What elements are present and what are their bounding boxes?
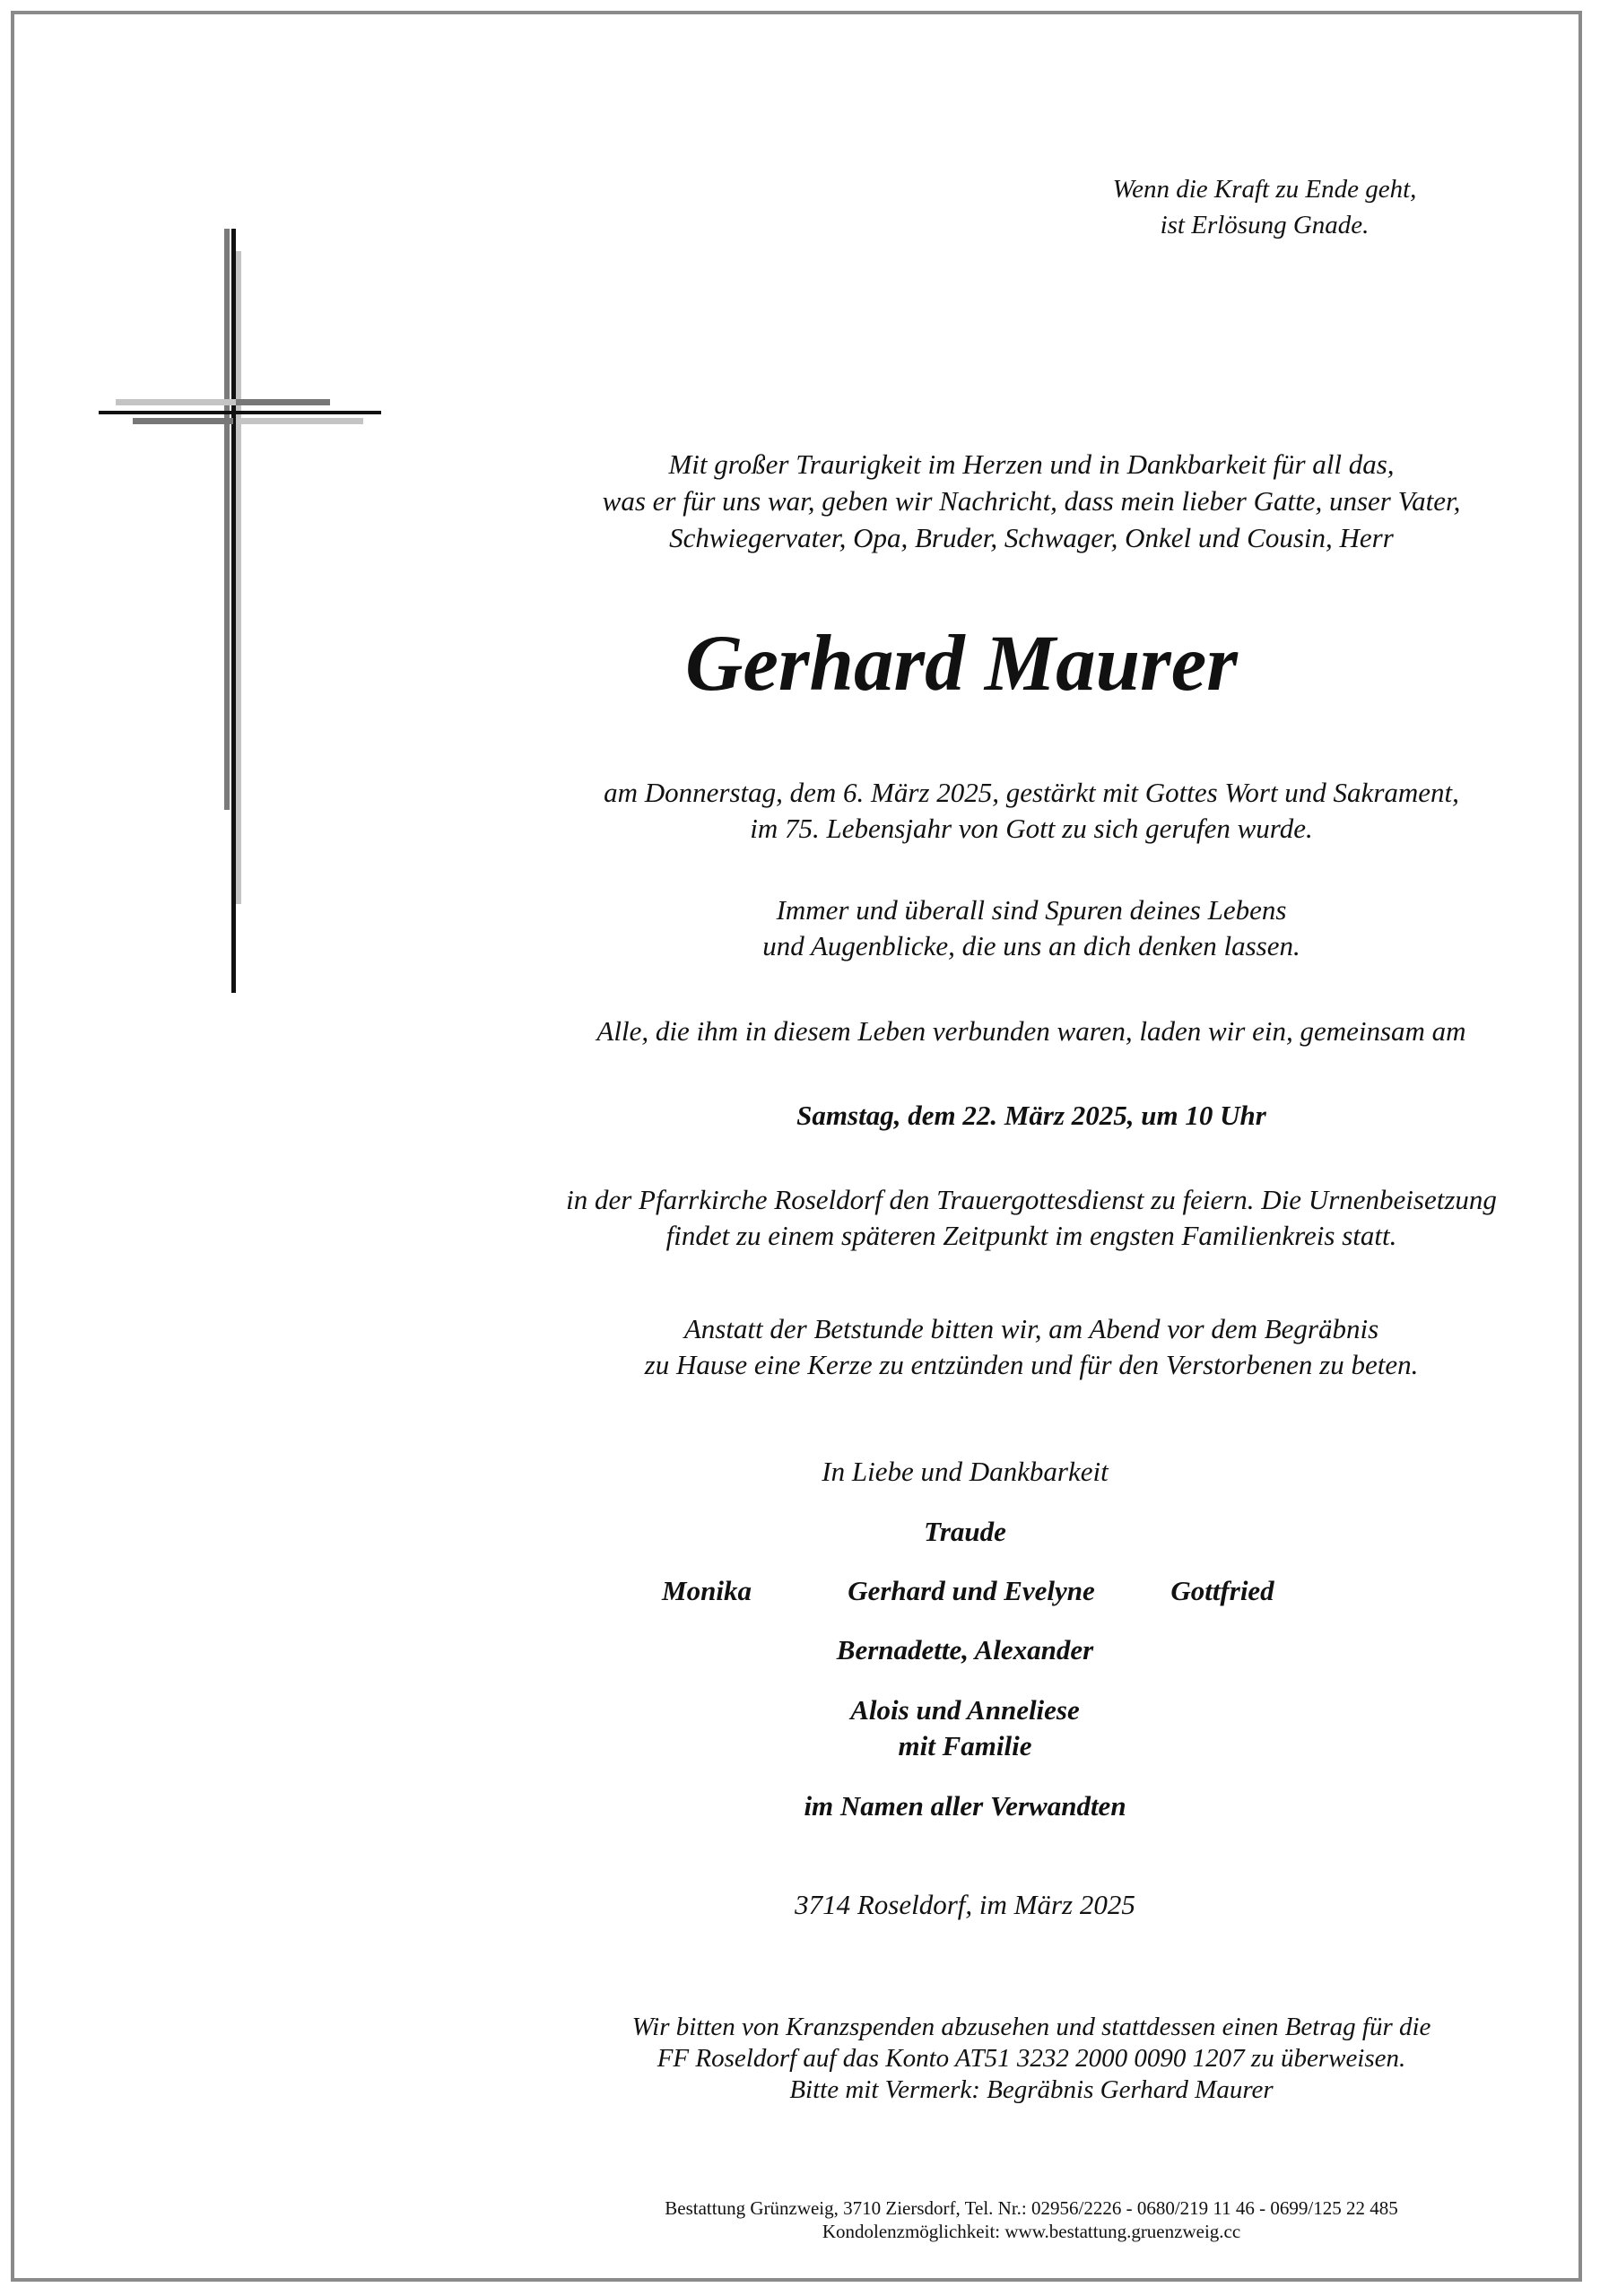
mourner-siblings: Alois und Anneliese mit Familie bbox=[850, 1694, 1080, 1761]
cross-mid-horizontal bbox=[236, 399, 330, 405]
donation-note: Wir bitten von Kranzspenden abzusehen und stattdessen einen Betrag für die FF Roseldorf auf das Konto AT51 3232 2000 0090 1207 zu überweisen. Bitte mit Vermerk: Begräbnis Gerhard Maurer bbox=[631, 2013, 1431, 2104]
undertaker-footer: Bestattung Grünzweig, 3710 Ziersdorf, Tel. Nr.: 02956/2226 - 0680/219 11 46 - 0699/125 22 485 Kondolenzmöglichkeit: www.bestattung.gruenzweig.cc bbox=[665, 2197, 1398, 2242]
church-text: in der Pfarrkirche Roseldorf den Trauergottesdienst zu feiern. Die Urnenbeisetzung findet zu einem späteren Zeitpunkt im engsten Familienkreis statt. bbox=[566, 1184, 1497, 1251]
motto: Wenn die Kraft zu Ende geht, ist Erlösung Gnade. bbox=[1112, 175, 1417, 239]
deceased-name: Gerhard Maurer bbox=[685, 620, 1238, 708]
service-date: Samstag, dem 22. März 2025, um 10 Uhr bbox=[796, 1100, 1266, 1131]
cross-icon bbox=[90, 229, 395, 1000]
cross-light-horizontal-lower bbox=[236, 418, 363, 424]
mourner-relatives: im Namen aller Verwandten bbox=[804, 1790, 1126, 1822]
cross-mid-horizontal-lower bbox=[133, 418, 233, 424]
memorial-quote: Immer und überall sind Spuren deines Lebens und Augenblicke, die uns an dich denken lassen. bbox=[762, 894, 1300, 961]
mourner-grandchildren: Bernadette, Alexander bbox=[836, 1634, 1094, 1665]
place-date: 3714 Roseldorf, im März 2025 bbox=[795, 1889, 1135, 1920]
prayer-text: Anstatt der Betstunde bitten wir, am Abend vor dem Begräbnis zu Hause eine Kerze zu entzünden und für den Verstorbenen zu beten. bbox=[644, 1313, 1419, 1380]
mourner-spouse: Traude bbox=[924, 1516, 1006, 1547]
invitation-text: Alle, die ihm in diesem Leben verbunden waren, laden wir ein, gemeinsam am bbox=[596, 1015, 1466, 1047]
cross-light-horizontal bbox=[116, 399, 239, 405]
cross-light-vertical bbox=[236, 251, 241, 904]
cross-main-vertical bbox=[231, 229, 236, 993]
cross-main-horizontal bbox=[99, 411, 381, 414]
mourner-child-1: Monika bbox=[662, 1575, 752, 1606]
mourner-child-3: Gottfried bbox=[1170, 1575, 1274, 1606]
death-notice: am Donnerstag, dem 6. März 2025, gestärkt mit Gottes Wort und Sakrament, im 75. Lebensjahr von Gott zu sich gerufen wurde. bbox=[604, 777, 1459, 844]
cross-mid-vertical bbox=[224, 229, 230, 810]
intro-text: Mit großer Traurigkeit im Herzen und in Dankbarkeit für all das, was er für uns war, geben wir Nachricht, dass mein lieber Gatte, unser Vater, Schwiegervater, Opa, Bruder, Schwager, Onkel und Cousin, Herr bbox=[602, 448, 1461, 553]
love-line: In Liebe und Dankbarkeit bbox=[822, 1456, 1109, 1487]
mourner-child-2: Gerhard und Evelyne bbox=[848, 1575, 1095, 1606]
